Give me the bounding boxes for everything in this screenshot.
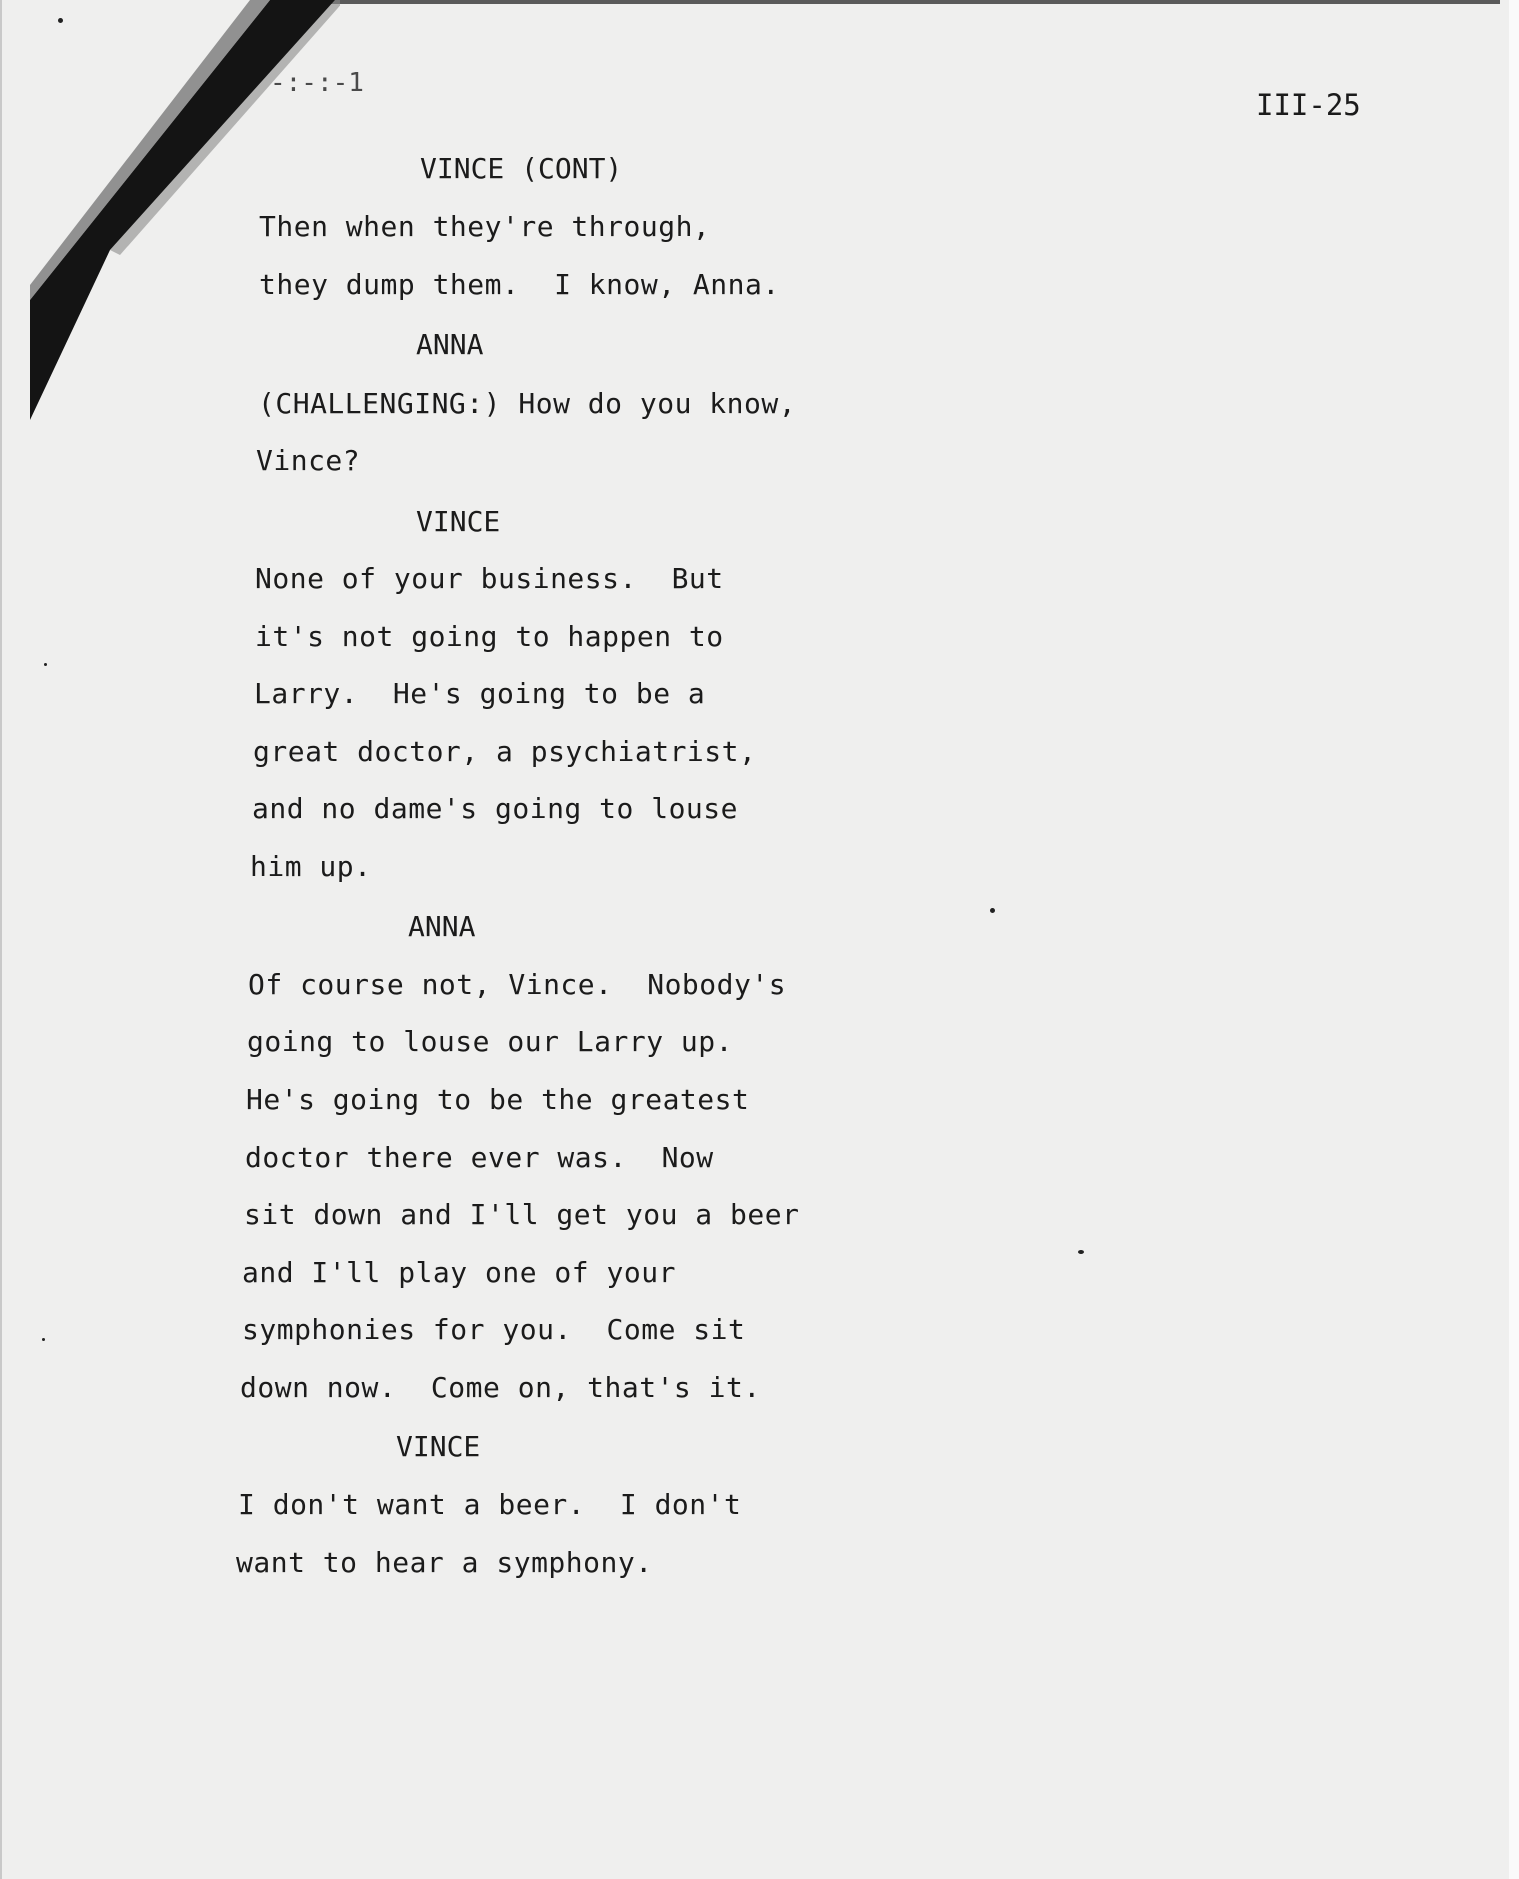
speaker-name: VINCE (CONT)	[420, 152, 623, 185]
dialogue-line: want to hear a symphony.	[236, 1546, 653, 1579]
scan-top-edge	[300, 0, 1500, 4]
scan-speck	[42, 1338, 45, 1341]
dialogue-line: Larry. He's going to be a	[254, 677, 706, 710]
speaker-name: ANNA	[416, 328, 484, 361]
scan-speck	[44, 663, 47, 666]
dialogue-line: (CHALLENGING:) How do you know,	[258, 387, 797, 420]
dialogue-line: down now. Come on, that's it.	[240, 1371, 761, 1404]
speaker-name: VINCE	[396, 1430, 481, 1463]
dialogue-line: sit down and I'll get you a beer	[244, 1198, 800, 1231]
dialogue-line: it's not going to happen to	[255, 620, 724, 653]
speaker-name: VINCE	[416, 505, 501, 538]
scan-speck	[1078, 1250, 1084, 1254]
dialogue-line: Then when they're through,	[259, 210, 711, 243]
page-number: III-25	[1256, 88, 1361, 122]
dialogue-line: doctor there ever was. Now	[245, 1141, 714, 1174]
dialogue-line: and I'll play one of your	[242, 1256, 676, 1289]
scan-speck	[990, 908, 995, 913]
dialogue-line: and no dame's going to louse	[252, 792, 739, 825]
dialogue-line: great doctor, a psychiatrist,	[253, 735, 757, 768]
page-reference: -:-:-1	[270, 68, 364, 98]
scan-speck	[58, 18, 63, 23]
dialogue-line: him up.	[250, 850, 372, 883]
dialogue-line: None of your business. But	[255, 562, 724, 595]
dialogue-line: Of course not, Vince. Nobody's	[248, 968, 787, 1001]
dialogue-line: they dump them. I know, Anna.	[259, 268, 780, 301]
speaker-name: ANNA	[408, 910, 476, 943]
dialogue-line: He's going to be the greatest	[246, 1083, 750, 1116]
dialogue-line: Vince?	[256, 444, 361, 477]
scan-right-margin	[1509, 0, 1519, 1879]
dialogue-line: going to louse our Larry up.	[247, 1025, 734, 1058]
dialogue-line: I don't want a beer. I don't	[238, 1488, 742, 1521]
dialogue-line: symphonies for you. Come sit	[242, 1313, 746, 1346]
